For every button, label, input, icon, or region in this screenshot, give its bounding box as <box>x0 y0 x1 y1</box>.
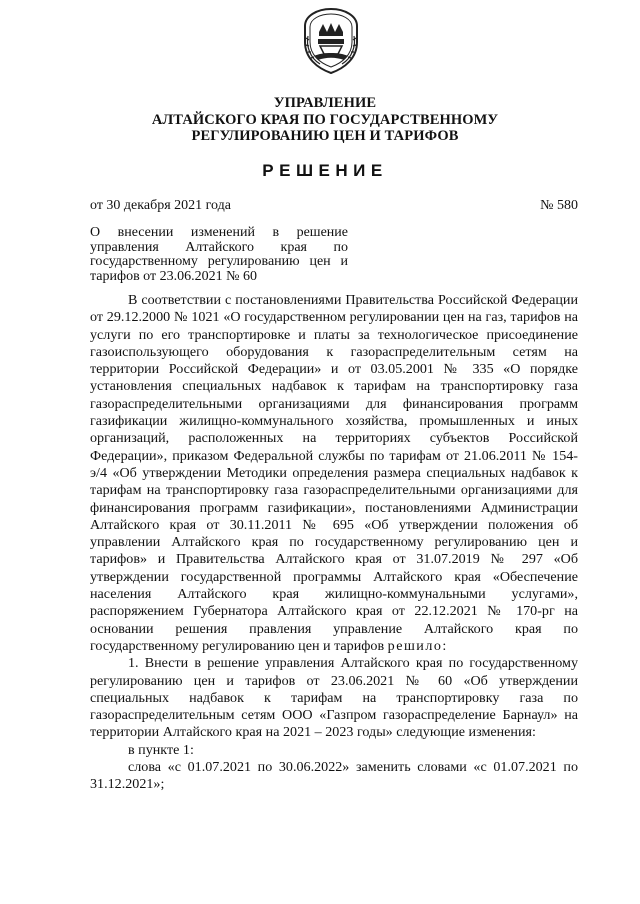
point-paragraph: в пункте 1: <box>128 741 194 758</box>
decision-number: № 580 <box>540 198 578 213</box>
decision-subject: О внесении изменений в решение управления Алтайского края по государственному регулированию цен и тарифов от 23.06.2021 № 60 <box>90 225 348 284</box>
item-1-paragraph: 1. Внести в решение управления Алтайского края по государственному регулированию цен и тарифов от 23.06.2021 № 60 «Об утверждении специальных надбавок к тарифам на транспортировку газа по газораспределительным сетям ООО «Газпром газораспределение Барнаул» на территории Алтайского края на 2021 – 2023 годы» следующие изменения: <box>90 655 578 741</box>
document-type-title: РЕШЕНИЕ <box>262 161 388 180</box>
replacement-paragraph: слова «с 01.07.2021 по 30.06.2022» заменить словами «с 01.07.2021 по 31.12.2021»; <box>90 759 578 793</box>
coat-of-arms-icon <box>300 6 362 76</box>
preamble-text: В соответствии с постановлениями Правительства Российской Федерации от 29.12.2000 № 1021 «О государственном регулировании цен на газ, тарифов на услуги по его транспортировке и платы за технологическое присоединение газоиспользующего оборудования к газораспределительным сетям на территории Российской Федерации» и от 03.05.2001 № 335 «О порядке установления специальных надбавок к тарифам на транспортировку газа газораспределительными организациями для финансирования программ газификации жилищно-коммунального хозяйства, промышленных и иных организаций, расположенных на территориях субъектов Российской Федерации», приказом Федеральной службы по тарифам от 21.06.2011 № 154-э/4 «Об утверждении Методики определения размера специальных надбавок к тарифам на транспортировку газа газораспределительными организациями для финансирования программ газификации», постановлениями Администрации Алтайского края от 30.11.2011 № 695 «Об утверждении положения об управлении Алтайского края по государственному регулированию цен и тарифов» и Правительства Алтайского края от 31.07.2019 № 297 «Об утверждении государственной программы Алтайского края «Обеспечение населения Алтайского края жилищно-коммунальными услугами», распоряжением Губернатора Алтайского края от 22.12.2021 № 170-рг на основании решения правления управление Алтайского края по государственному регулированию цен и тарифов <box>90 292 578 654</box>
decision-body <box>90 292 578 794</box>
decision-date: от 30 декабря 2021 года <box>90 198 231 213</box>
agency-line: АЛТАЙСКОГО КРАЯ ПО ГОСУДАРСТВЕННОМУ <box>151 111 499 128</box>
agency-name <box>90 95 560 145</box>
agency-line: УПРАВЛЕНИЕ <box>273 95 377 111</box>
decided-word: решило: <box>387 637 448 654</box>
preamble-paragraph <box>90 292 578 655</box>
agency-line: РЕГУЛИРОВАНИЮ ЦЕН И ТАРИФОВ <box>191 128 459 144</box>
